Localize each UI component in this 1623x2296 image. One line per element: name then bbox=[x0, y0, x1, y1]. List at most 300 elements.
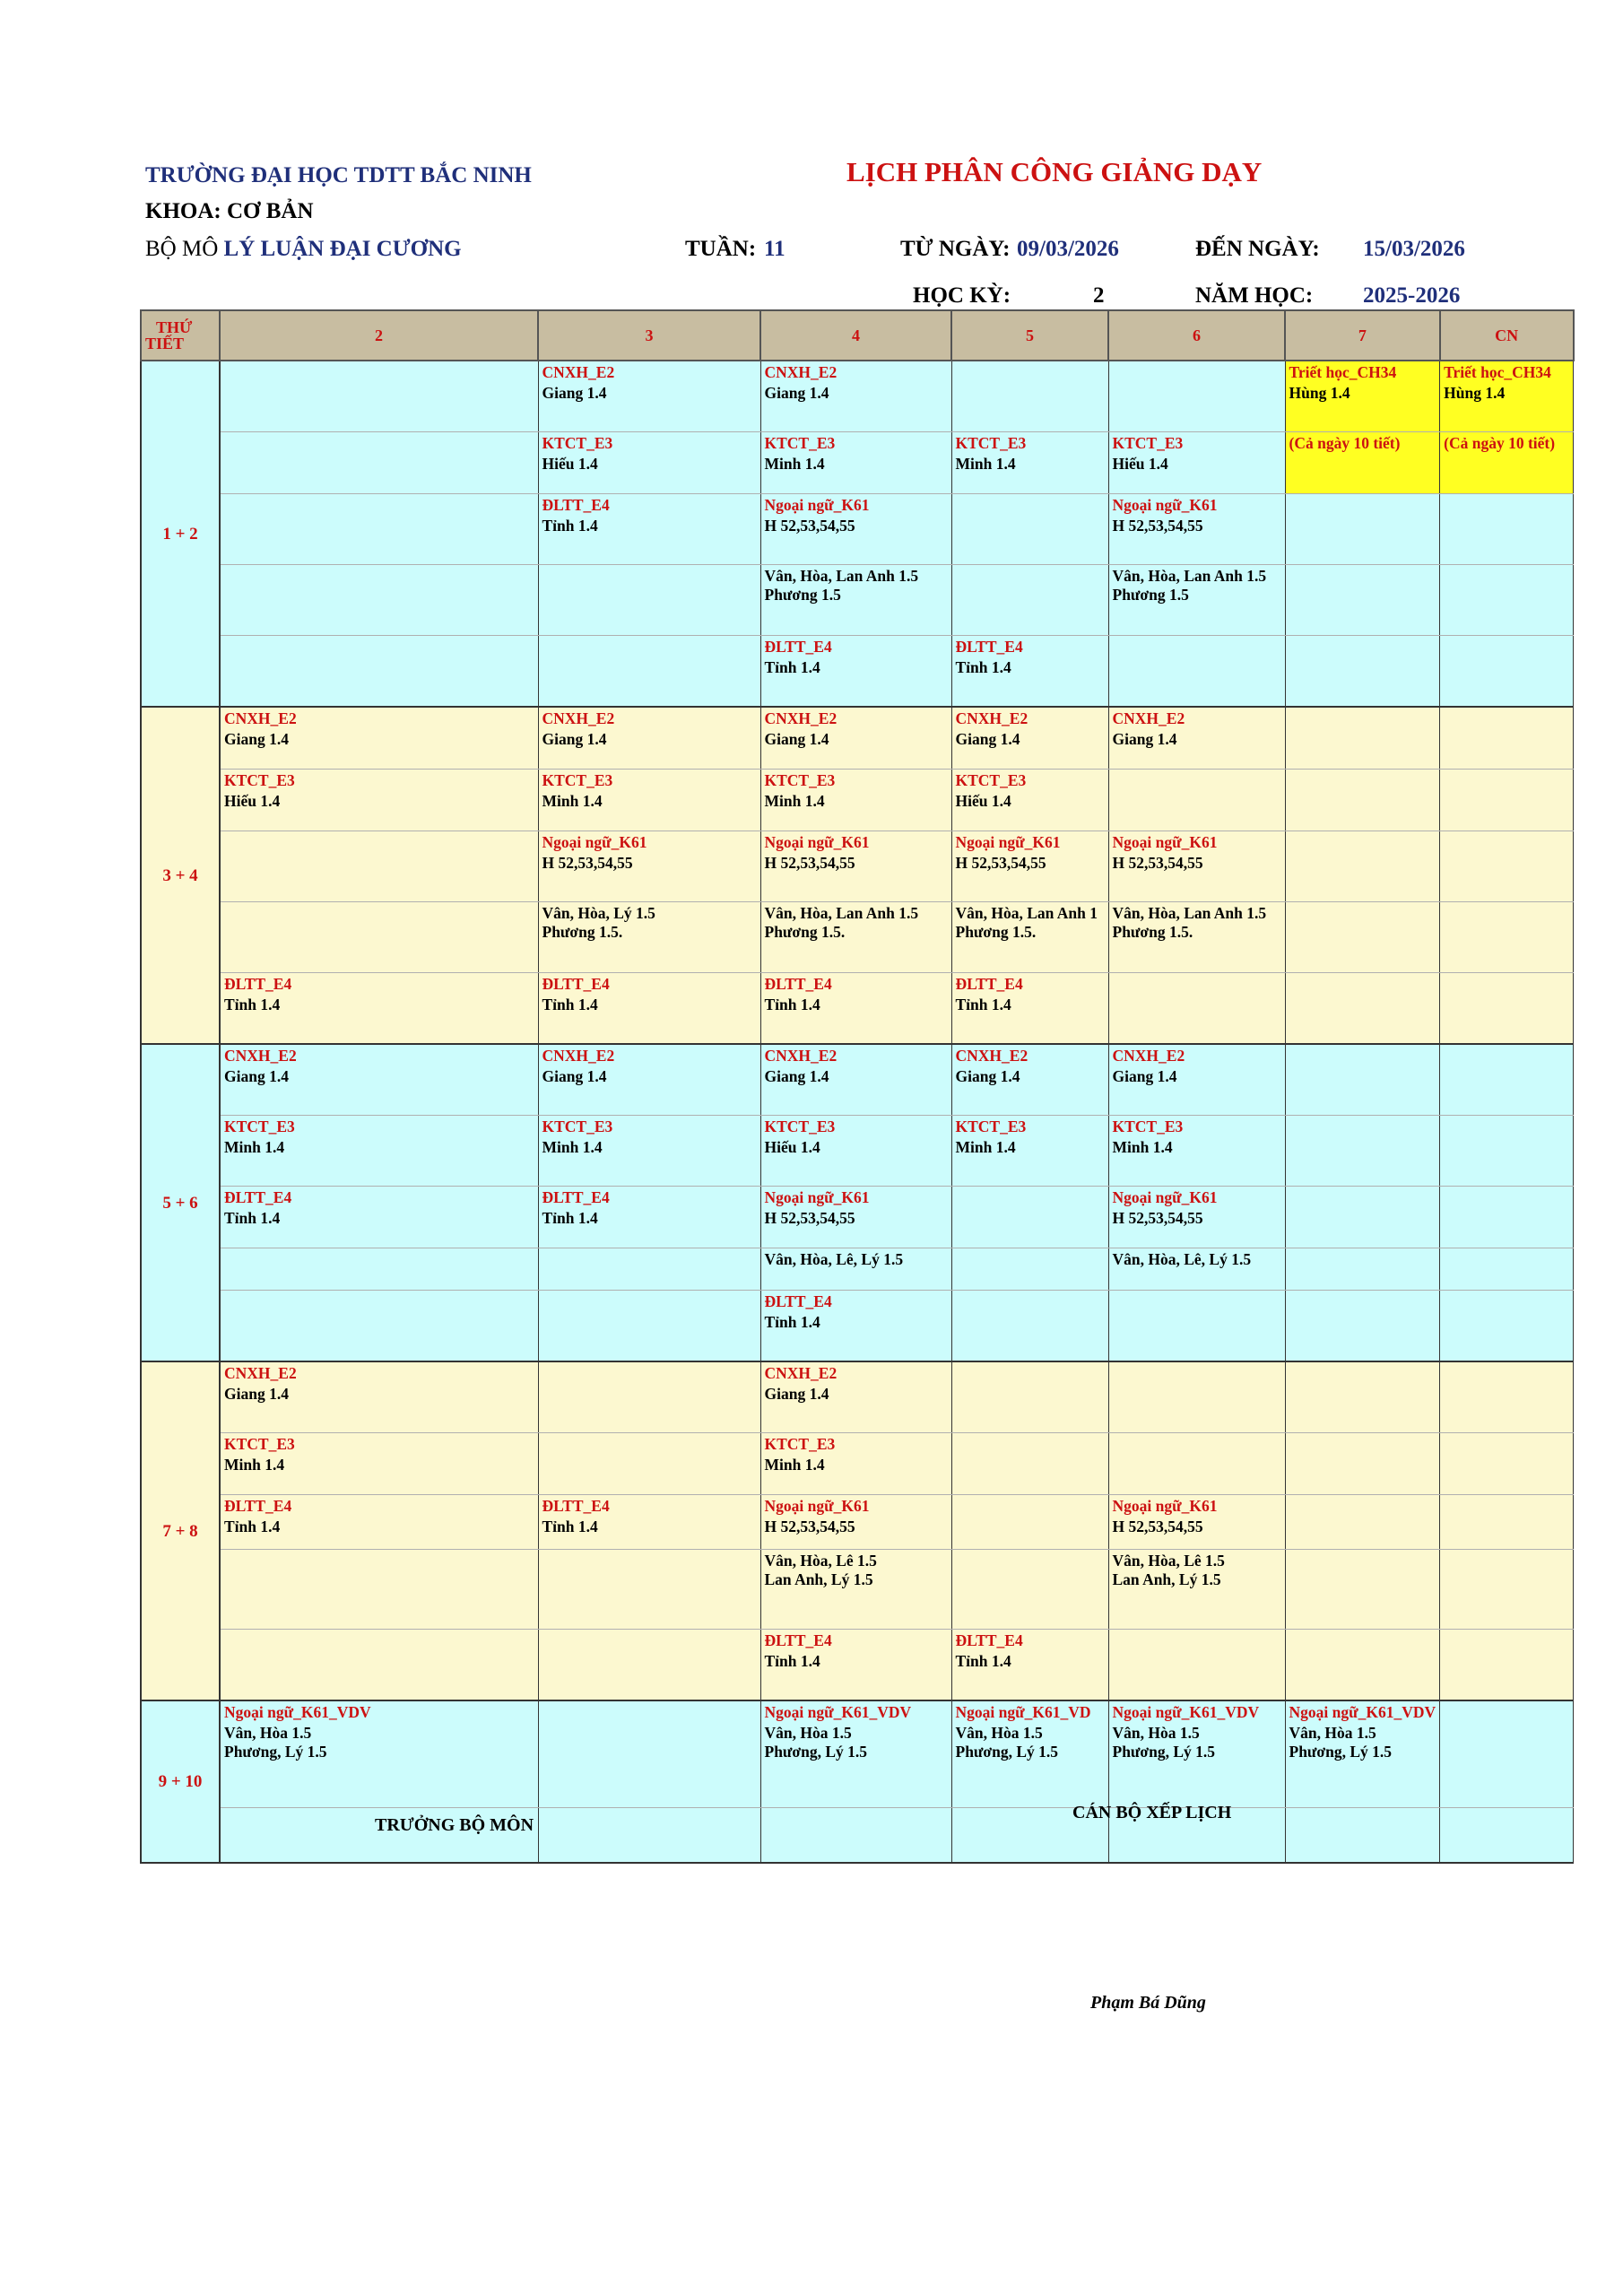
schedule-cell-day-3 bbox=[538, 1044, 760, 1116]
school-name: TRƯỜNG ĐẠI HỌC TDTT BẮC NINH bbox=[145, 163, 532, 187]
schedule-cell-day-3 bbox=[538, 432, 760, 494]
schedule-cell-day-cn bbox=[1440, 1700, 1574, 1808]
schedule-cell-day-4 bbox=[760, 1116, 951, 1187]
lecturer-info: H 52,53,54,55 bbox=[764, 854, 855, 872]
schedule-cell-day-2 bbox=[220, 1433, 538, 1495]
schedule-cell-day-2 bbox=[220, 1291, 538, 1362]
schedule-cell-day-2 bbox=[220, 1116, 538, 1187]
table-row bbox=[141, 1361, 1574, 1433]
schedule-cell-day-7 bbox=[1285, 1291, 1440, 1362]
course-code: ĐLTT_E4 bbox=[542, 975, 610, 993]
course-code: ĐLTT_E4 bbox=[224, 1188, 292, 1206]
lecturer-info: Hùng 1.4 bbox=[1289, 384, 1350, 402]
schedule-cell-day-4 bbox=[760, 361, 951, 432]
schedule-cell-day-2 bbox=[220, 1248, 538, 1291]
schedule-cell-day-7 bbox=[1285, 1700, 1440, 1808]
lecturer-info: Giang 1.4 bbox=[224, 1385, 289, 1403]
course-code: CNXH_E2 bbox=[1112, 709, 1185, 727]
course-code: CNXH_E2 bbox=[764, 1047, 838, 1065]
schedule-cell-day-cn bbox=[1440, 902, 1574, 973]
table-row bbox=[141, 1187, 1574, 1248]
course-code: Ngoại ngữ_K61 bbox=[542, 833, 647, 851]
table-row bbox=[141, 1116, 1574, 1187]
course-code: CNXH_E2 bbox=[542, 1047, 615, 1065]
schedule-cell-day-4 bbox=[760, 707, 951, 770]
table-row bbox=[141, 1495, 1574, 1550]
schedule-cell-day-7 bbox=[1285, 565, 1440, 636]
schedule-cell-day-2 bbox=[220, 1495, 538, 1550]
lecturer-info: H 52,53,54,55 bbox=[542, 854, 633, 872]
schedule-cell-day-3 bbox=[538, 1495, 760, 1550]
schedule-cell-day-6 bbox=[1108, 361, 1285, 432]
schedule-cell-day-4 bbox=[760, 494, 951, 565]
course-code: Triết học_CH34 bbox=[1444, 363, 1551, 381]
table-row bbox=[141, 1630, 1574, 1701]
schedule-cell-day-5 bbox=[951, 707, 1108, 770]
course-code: ĐLTT_E4 bbox=[764, 638, 832, 656]
schedule-cell-day-4 bbox=[760, 565, 951, 636]
period-label: 5 + 6 bbox=[141, 1044, 220, 1361]
course-code: Ngoại ngữ_K61 bbox=[764, 833, 870, 851]
schedule-cell-day-4 bbox=[760, 831, 951, 902]
lecturer-info: Hiếu 1.4 bbox=[1112, 455, 1168, 473]
schedule-cell-day-6 bbox=[1108, 1044, 1285, 1116]
schedule-cell-day-5 bbox=[951, 831, 1108, 902]
lecturer-info: Tỉnh 1.4 bbox=[542, 1518, 598, 1535]
lecturer-info: Giang 1.4 bbox=[224, 1067, 289, 1085]
lecturer-info: Tỉnh 1.4 bbox=[764, 1313, 820, 1331]
schedule-cell-day-6 bbox=[1108, 707, 1285, 770]
table-row bbox=[141, 1700, 1574, 1808]
course-code: KTCT_E3 bbox=[764, 1435, 836, 1453]
table-row bbox=[141, 361, 1574, 432]
course-code: ĐLTT_E4 bbox=[542, 1497, 610, 1515]
course-code: Ngoại ngữ_K61_VDV bbox=[224, 1703, 371, 1721]
course-code: ĐLTT_E4 bbox=[542, 496, 610, 514]
lecturer-info: Minh 1.4 bbox=[764, 1456, 825, 1474]
dept-name: LÝ LUẬN ĐẠI CƯƠNG bbox=[223, 237, 462, 261]
course-code: KTCT_E3 bbox=[224, 1435, 295, 1453]
table-row bbox=[141, 565, 1574, 636]
schedule-cell-day-4 bbox=[760, 973, 951, 1045]
lecturer-info: Lan Anh, Lý 1.5 bbox=[764, 1570, 873, 1588]
schedule-cell-day-5 bbox=[951, 636, 1108, 708]
lecturer-info: Vân, Hòa 1.5 bbox=[1289, 1724, 1376, 1742]
schedule-cell-day-5 bbox=[951, 1044, 1108, 1116]
schedule-cell-day-3 bbox=[538, 494, 760, 565]
schedule-cell-day-6 bbox=[1108, 636, 1285, 708]
course-code: Ngoại ngữ_K61 bbox=[764, 496, 870, 514]
course-code: (Cả ngày 10 tiết) bbox=[1444, 434, 1556, 452]
lecturer-info: Vân, Hòa 1.5 bbox=[224, 1724, 312, 1742]
schedule-cell-day-6 bbox=[1108, 1550, 1285, 1630]
course-code: KTCT_E3 bbox=[764, 434, 836, 452]
lecturer-info: Giang 1.4 bbox=[542, 384, 607, 402]
schedule-cell-day-3 bbox=[538, 565, 760, 636]
year-label: NĂM HỌC: bbox=[1195, 283, 1314, 308]
course-code: CNXH_E2 bbox=[955, 1047, 1028, 1065]
lecturer-info: Vân, Hòa, Lý 1.5 bbox=[542, 904, 655, 922]
scheduler-label: CÁN BỘ XẾP LỊCH bbox=[1072, 1803, 1232, 1822]
lecturer-info: H 52,53,54,55 bbox=[1112, 1209, 1203, 1227]
table-row bbox=[141, 494, 1574, 565]
schedule-cell-day-7 bbox=[1285, 1116, 1440, 1187]
schedule-cell-day-6 bbox=[1108, 432, 1285, 494]
lecturer-info: Hiếu 1.4 bbox=[764, 1138, 820, 1156]
schedule-cell-day-2 bbox=[220, 1361, 538, 1433]
schedule-cell-day-5 bbox=[951, 973, 1108, 1045]
lecturer-info: H 52,53,54,55 bbox=[1112, 517, 1203, 535]
year-value: 2025-2026 bbox=[1363, 283, 1461, 308]
lecturer-info: Giang 1.4 bbox=[764, 1067, 829, 1085]
lecturer-info: Lan Anh, Lý 1.5 bbox=[1112, 1570, 1221, 1588]
schedule-cell-day-cn bbox=[1440, 1291, 1574, 1362]
schedule-cell-day-4 bbox=[760, 1700, 951, 1808]
lecturer-info: Phương 1.5. bbox=[542, 923, 623, 941]
lecturer-info: Hiếu 1.4 bbox=[955, 792, 1011, 810]
lecturer-info: Tỉnh 1.4 bbox=[955, 996, 1011, 1013]
period-label: 3 + 4 bbox=[141, 707, 220, 1044]
lecturer-info: Vân, Hòa 1.5 bbox=[955, 1724, 1043, 1742]
to-date: 15/03/2026 bbox=[1363, 237, 1465, 261]
lecturer-info: Giang 1.4 bbox=[542, 1067, 607, 1085]
schedule-cell-day-6 bbox=[1108, 902, 1285, 973]
lecturer-info: Phương 1.5 bbox=[1112, 586, 1189, 604]
lecturer-info: Minh 1.4 bbox=[955, 455, 1016, 473]
course-code: Ngoại ngữ_K61 bbox=[1112, 1188, 1218, 1206]
lecturer-info: Minh 1.4 bbox=[542, 792, 603, 810]
course-code: Ngoại ngữ_K61 bbox=[1112, 833, 1218, 851]
faculty-label: KHOA: CƠ BẢN bbox=[145, 199, 314, 223]
schedule-cell-day-4 bbox=[760, 1495, 951, 1550]
schedule-cell-day-6 bbox=[1108, 770, 1285, 831]
table-row bbox=[141, 1808, 1574, 1864]
schedule-cell-day-2 bbox=[220, 432, 538, 494]
table-row bbox=[141, 1248, 1574, 1291]
schedule-cell-day-7 bbox=[1285, 1433, 1440, 1495]
lecturer-info: Giang 1.4 bbox=[764, 384, 829, 402]
course-code: Triết học_CH34 bbox=[1289, 363, 1397, 381]
schedule-cell-day-3 bbox=[538, 1187, 760, 1248]
course-code: CNXH_E2 bbox=[1112, 1047, 1185, 1065]
schedule-cell-day-4 bbox=[760, 1630, 951, 1701]
schedule-cell-day-cn bbox=[1440, 361, 1574, 432]
course-code: ĐLTT_E4 bbox=[764, 1631, 832, 1649]
schedule-cell-day-6 bbox=[1108, 1187, 1285, 1248]
lecturer-info: Vân, Hòa, Lê, Lý 1.5 bbox=[1112, 1250, 1252, 1268]
schedule-cell-day-7 bbox=[1285, 432, 1440, 494]
day-header-4: 4 bbox=[760, 310, 951, 361]
course-code: Ngoại ngữ_K61_VD bbox=[955, 1703, 1091, 1721]
scheduler-signature-name: Phạm Bá Dũng bbox=[1090, 1993, 1206, 2013]
schedule-cell-day-2 bbox=[220, 902, 538, 973]
course-code: KTCT_E3 bbox=[955, 771, 1027, 789]
lecturer-info: Tỉnh 1.4 bbox=[764, 1652, 820, 1670]
table-row bbox=[141, 1044, 1574, 1116]
table-row bbox=[141, 636, 1574, 708]
schedule-cell-day-4 bbox=[760, 1550, 951, 1630]
lecturer-info: Giang 1.4 bbox=[1112, 730, 1177, 748]
course-code: Ngoại ngữ_K61_VDV bbox=[764, 1703, 912, 1721]
course-code: KTCT_E3 bbox=[542, 434, 613, 452]
schedule-cell-day-2 bbox=[220, 1700, 538, 1808]
schedule-cell-day-5 bbox=[951, 1187, 1108, 1248]
course-code: KTCT_E3 bbox=[1112, 434, 1184, 452]
lecturer-info: Vân, Hòa 1.5 bbox=[1112, 1724, 1200, 1742]
course-code: ĐLTT_E4 bbox=[542, 1188, 610, 1206]
lecturer-info: Phương, Lý 1.5 bbox=[1289, 1743, 1393, 1761]
table-row bbox=[141, 1550, 1574, 1630]
schedule-cell-day-4 bbox=[760, 1808, 951, 1864]
schedule-cell-day-cn bbox=[1440, 1433, 1574, 1495]
lecturer-info: Vân, Hòa, Lan Anh 1 bbox=[955, 904, 1098, 922]
schedule-cell-day-5 bbox=[951, 1550, 1108, 1630]
dept-line bbox=[145, 237, 462, 262]
week-value: 11 bbox=[764, 237, 785, 261]
schedule-cell-day-7 bbox=[1285, 1495, 1440, 1550]
schedule-cell-day-cn bbox=[1440, 707, 1574, 770]
schedule-cell-day-7 bbox=[1285, 636, 1440, 708]
schedule-cell-day-2 bbox=[220, 1187, 538, 1248]
course-code: ĐLTT_E4 bbox=[224, 975, 292, 993]
course-code: Ngoại ngữ_K61 bbox=[1112, 1497, 1218, 1515]
schedule-cell-day-5 bbox=[951, 1116, 1108, 1187]
course-code: ĐLTT_E4 bbox=[764, 975, 832, 993]
course-code: CNXH_E2 bbox=[764, 363, 838, 381]
schedule-cell-day-5 bbox=[951, 494, 1108, 565]
corner-cell bbox=[141, 310, 220, 361]
lecturer-info: Giang 1.4 bbox=[1112, 1067, 1177, 1085]
lecturer-info: Vân, Hòa, Lê 1.5 bbox=[764, 1552, 877, 1570]
course-code: ĐLTT_E4 bbox=[955, 638, 1023, 656]
lecturer-info: Hiếu 1.4 bbox=[542, 455, 598, 473]
course-code: KTCT_E3 bbox=[542, 771, 613, 789]
table-row bbox=[141, 831, 1574, 902]
course-code: KTCT_E3 bbox=[224, 771, 295, 789]
schedule-cell-day-4 bbox=[760, 1361, 951, 1433]
lecturer-info: H 52,53,54,55 bbox=[955, 854, 1046, 872]
schedule-cell-day-2 bbox=[220, 1044, 538, 1116]
table-row bbox=[141, 902, 1574, 973]
lecturer-info: Minh 1.4 bbox=[764, 792, 825, 810]
schedule-cell-day-cn bbox=[1440, 1187, 1574, 1248]
schedule-cell-day-3 bbox=[538, 1630, 760, 1701]
schedule-cell-day-cn bbox=[1440, 973, 1574, 1045]
lecturer-info: Minh 1.4 bbox=[1112, 1138, 1173, 1156]
schedule-cell-day-6 bbox=[1108, 1248, 1285, 1291]
lecturer-info: Minh 1.4 bbox=[542, 1138, 603, 1156]
lecturer-info: Minh 1.4 bbox=[224, 1138, 285, 1156]
schedule-cell-day-7 bbox=[1285, 707, 1440, 770]
schedule-cell-day-6 bbox=[1108, 565, 1285, 636]
lecturer-info: Tỉnh 1.4 bbox=[542, 1209, 598, 1227]
schedule-cell-day-7 bbox=[1285, 902, 1440, 973]
schedule-cell-day-3 bbox=[538, 1248, 760, 1291]
lecturer-info: Minh 1.4 bbox=[955, 1138, 1016, 1156]
lecturer-info: Phương, Lý 1.5 bbox=[1112, 1743, 1216, 1761]
schedule-cell-day-5 bbox=[951, 1361, 1108, 1433]
lecturer-info: Vân, Hòa, Lan Anh 1.5 bbox=[764, 904, 919, 922]
lecturer-info: Phương 1.5. bbox=[764, 923, 846, 941]
day-header-3: 3 bbox=[538, 310, 760, 361]
schedule-cell-day-3 bbox=[538, 1433, 760, 1495]
course-code: KTCT_E3 bbox=[955, 1118, 1027, 1135]
schedule-cell-day-3 bbox=[538, 1361, 760, 1433]
course-code: CNXH_E2 bbox=[224, 1364, 297, 1382]
schedule-cell-day-3 bbox=[538, 973, 760, 1045]
schedule-cell-day-7 bbox=[1285, 770, 1440, 831]
schedule-cell-day-cn bbox=[1440, 831, 1574, 902]
semester-label: HỌC KỲ: bbox=[913, 283, 1011, 308]
schedule-cell-day-6 bbox=[1108, 1495, 1285, 1550]
schedule-cell-day-5 bbox=[951, 432, 1108, 494]
lecturer-info: Giang 1.4 bbox=[542, 730, 607, 748]
schedule-cell-day-cn bbox=[1440, 1550, 1574, 1630]
schedule-cell-day-3 bbox=[538, 1700, 760, 1808]
lecturer-info: Giang 1.4 bbox=[224, 730, 289, 748]
lecturer-info: Phương 1.5. bbox=[955, 923, 1037, 941]
lecturer-info: Vân, Hòa, Lan Anh 1.5 bbox=[1112, 904, 1267, 922]
lecturer-info: Giang 1.4 bbox=[764, 730, 829, 748]
schedule-cell-day-7 bbox=[1285, 831, 1440, 902]
lecturer-info: Vân, Hòa, Lan Anh 1.5 bbox=[764, 567, 919, 585]
schedule-cell-day-cn bbox=[1440, 1808, 1574, 1864]
schedule-cell-day-3 bbox=[538, 636, 760, 708]
schedule-cell-day-6 bbox=[1108, 1433, 1285, 1495]
course-code: CNXH_E2 bbox=[764, 709, 838, 727]
lecturer-info: Minh 1.4 bbox=[224, 1456, 285, 1474]
lecturer-info: Phương, Lý 1.5 bbox=[955, 1743, 1059, 1761]
corner-day-label: THỨ bbox=[156, 318, 193, 336]
schedule-cell-day-7 bbox=[1285, 1044, 1440, 1116]
course-code: Ngoại ngữ_K61 bbox=[1112, 496, 1218, 514]
period-label: 7 + 8 bbox=[141, 1361, 220, 1700]
schedule-cell-day-6 bbox=[1108, 1700, 1285, 1808]
course-code: Ngoại ngữ_K61_VDV bbox=[1289, 1703, 1436, 1721]
day-header-7: 7 bbox=[1285, 310, 1440, 361]
course-code: KTCT_E3 bbox=[1112, 1118, 1184, 1135]
day-header-6: 6 bbox=[1108, 310, 1285, 361]
lecturer-info: Tỉnh 1.4 bbox=[955, 1652, 1011, 1670]
schedule-cell-day-7 bbox=[1285, 1808, 1440, 1864]
corner-period-label: TIẾT bbox=[145, 335, 185, 352]
schedule-cell-day-cn bbox=[1440, 1361, 1574, 1433]
lecturer-info: Phương, Lý 1.5 bbox=[224, 1743, 327, 1761]
course-code: CNXH_E2 bbox=[542, 709, 615, 727]
table-row bbox=[141, 432, 1574, 494]
schedule-cell-day-2 bbox=[220, 1550, 538, 1630]
course-code: KTCT_E3 bbox=[542, 1118, 613, 1135]
course-code: Ngoại ngữ_K61 bbox=[764, 1188, 870, 1206]
course-code: (Cả ngày 10 tiết) bbox=[1289, 434, 1401, 452]
course-code: KTCT_E3 bbox=[224, 1118, 295, 1135]
schedule-cell-day-4 bbox=[760, 636, 951, 708]
schedule-cell-day-cn bbox=[1440, 432, 1574, 494]
schedule-cell-day-5 bbox=[951, 1433, 1108, 1495]
day-header-5: 5 bbox=[951, 310, 1108, 361]
course-code: CNXH_E2 bbox=[764, 1364, 838, 1382]
schedule-cell-day-3 bbox=[538, 1291, 760, 1362]
lecturer-info: Tỉnh 1.4 bbox=[542, 996, 598, 1013]
schedule-cell-day-cn bbox=[1440, 1630, 1574, 1701]
lecturer-info: Minh 1.4 bbox=[764, 455, 825, 473]
schedule-cell-day-3 bbox=[538, 902, 760, 973]
lecturer-info: Tỉnh 1.4 bbox=[224, 1518, 281, 1535]
lecturer-info: Vân, Hòa, Lê, Lý 1.5 bbox=[764, 1250, 904, 1268]
lecturer-info: Hùng 1.4 bbox=[1444, 384, 1506, 402]
course-code: ĐLTT_E4 bbox=[955, 975, 1023, 993]
course-code: CNXH_E2 bbox=[224, 709, 297, 727]
dept-label: BỘ MÔ bbox=[145, 237, 219, 261]
lecturer-info: Vân, Hòa 1.5 bbox=[764, 1724, 852, 1742]
course-code: ĐLTT_E4 bbox=[955, 1631, 1023, 1649]
course-code: KTCT_E3 bbox=[764, 1118, 836, 1135]
table-row bbox=[141, 973, 1574, 1045]
schedule-cell-day-5 bbox=[951, 361, 1108, 432]
course-code: CNXH_E2 bbox=[542, 363, 615, 381]
course-code: ĐLTT_E4 bbox=[764, 1292, 832, 1310]
schedule-cell-day-6 bbox=[1108, 1630, 1285, 1701]
schedule-cell-day-5 bbox=[951, 1495, 1108, 1550]
schedule-cell-day-6 bbox=[1108, 494, 1285, 565]
schedule-cell-day-4 bbox=[760, 1187, 951, 1248]
schedule-cell-day-2 bbox=[220, 565, 538, 636]
schedule-cell-day-6 bbox=[1108, 1116, 1285, 1187]
lecturer-info: Giang 1.4 bbox=[764, 1385, 829, 1403]
schedule-cell-day-2 bbox=[220, 494, 538, 565]
table-row bbox=[141, 1433, 1574, 1495]
schedule-cell-day-3 bbox=[538, 361, 760, 432]
lecturer-info: H 52,53,54,55 bbox=[764, 1209, 855, 1227]
lecturer-info: Tỉnh 1.4 bbox=[955, 658, 1011, 676]
schedule-cell-day-3 bbox=[538, 1808, 760, 1864]
schedule-cell-day-5 bbox=[951, 1248, 1108, 1291]
schedule-cell-day-4 bbox=[760, 1044, 951, 1116]
schedule-cell-day-7 bbox=[1285, 973, 1440, 1045]
course-code: CNXH_E2 bbox=[224, 1047, 297, 1065]
course-code: Ngoại ngữ_K61_VDV bbox=[1112, 1703, 1260, 1721]
week-label: TUẦN: bbox=[685, 237, 757, 261]
schedule-cell-day-cn bbox=[1440, 1495, 1574, 1550]
lecturer-info: Phương 1.5. bbox=[1112, 923, 1193, 941]
schedule-cell-day-4 bbox=[760, 432, 951, 494]
semester-value: 2 bbox=[1093, 283, 1105, 308]
schedule-cell-day-2 bbox=[220, 831, 538, 902]
schedule-cell-day-2 bbox=[220, 1630, 538, 1701]
lecturer-info: Vân, Hòa, Lê 1.5 bbox=[1112, 1552, 1225, 1570]
schedule-cell-day-4 bbox=[760, 1291, 951, 1362]
schedule-cell-day-5 bbox=[951, 770, 1108, 831]
schedule-cell-day-7 bbox=[1285, 1248, 1440, 1291]
schedule-cell-day-3 bbox=[538, 770, 760, 831]
schedule-cell-day-cn bbox=[1440, 1044, 1574, 1116]
schedule-cell-day-6 bbox=[1108, 1291, 1285, 1362]
day-header-2: 2 bbox=[220, 310, 538, 361]
schedule-cell-day-6 bbox=[1108, 831, 1285, 902]
schedule-cell-day-3 bbox=[538, 707, 760, 770]
schedule-cell-day-4 bbox=[760, 1433, 951, 1495]
course-code: CNXH_E2 bbox=[955, 709, 1028, 727]
table-header-row bbox=[141, 310, 1574, 361]
schedule-cell-day-4 bbox=[760, 902, 951, 973]
lecturer-info: H 52,53,54,55 bbox=[1112, 1518, 1203, 1535]
schedule-cell-day-4 bbox=[760, 770, 951, 831]
schedule-cell-day-2 bbox=[220, 770, 538, 831]
schedule-cell-day-2 bbox=[220, 361, 538, 432]
lecturer-info: Vân, Hòa, Lan Anh 1.5 bbox=[1112, 567, 1267, 585]
schedule-cell-day-2 bbox=[220, 973, 538, 1045]
lecturer-info: Hiếu 1.4 bbox=[224, 792, 281, 810]
